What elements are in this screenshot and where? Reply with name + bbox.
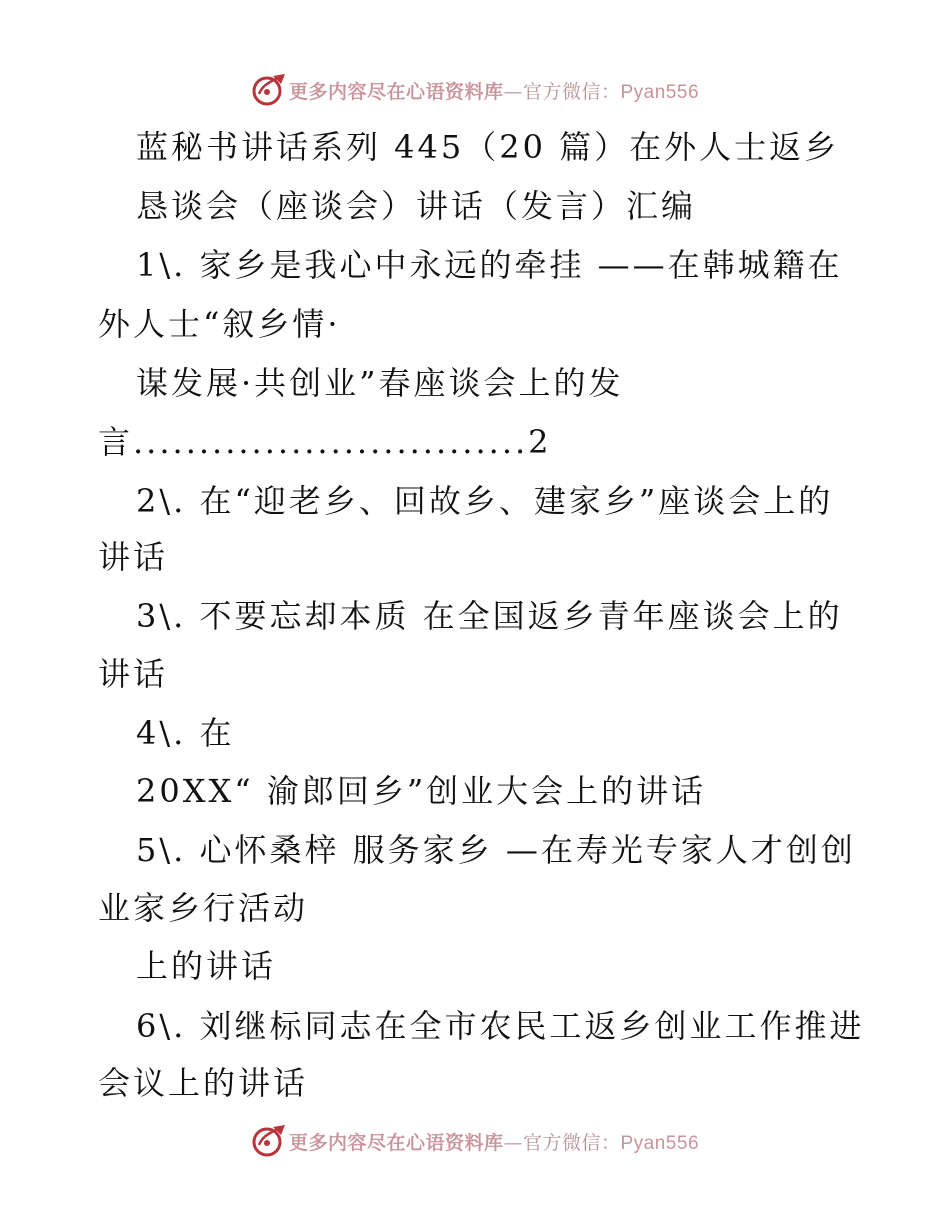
toc-item-3-line-2: 讲话 bbox=[98, 655, 169, 693]
pen-logo-icon bbox=[251, 1123, 287, 1159]
toc-item-1-line-1: 1\. 家乡是我心中永远的牵挂 ——在韩城籍在 bbox=[136, 246, 843, 284]
toc-item-1-line-2: 外人士“叙乡情· bbox=[98, 305, 341, 343]
toc-item-6-line-2: 会议上的讲话 bbox=[98, 1064, 309, 1102]
toc-item-2-line-2: 讲话 bbox=[98, 538, 169, 576]
watermark-text bbox=[289, 1128, 699, 1155]
toc-item-1-line-3: 谋发展·共创业”春座谈会上的发 bbox=[136, 364, 624, 402]
watermark-wechat-id: Pyan556 bbox=[620, 81, 700, 103]
toc-item-6-line-1: 6\. 刘继标同志在全市农民工返乡创业工作推进 bbox=[136, 1007, 865, 1045]
toc-item-4-line-1: 4\. 在 bbox=[136, 714, 235, 752]
watermark-wechat-label: 官方微信： bbox=[522, 80, 621, 103]
watermark-wechat-id: Pyan556 bbox=[620, 1132, 700, 1154]
doc-title-line-1: 蓝秘书讲话系列 445（20 篇）在外人士返乡 bbox=[136, 128, 840, 166]
toc-item-3-line-1: 3\. 不要忘却本质 在全国返乡青年座谈会上的 bbox=[136, 597, 843, 635]
toc-item-5-line-2: 业家乡行活动 bbox=[98, 889, 309, 927]
pen-logo-icon bbox=[251, 72, 287, 108]
toc-item-5-line-3: 上的讲话 bbox=[136, 947, 277, 985]
footer-watermark bbox=[0, 1121, 950, 1161]
toc-item-1-line-4: 言..............................2 bbox=[98, 423, 552, 461]
doc-title-line-2: 恳谈会（座谈会）讲话（发言）汇编 bbox=[136, 187, 697, 225]
watermark-wechat-label: 官方微信： bbox=[522, 1131, 621, 1154]
watermark-dash: — bbox=[503, 80, 523, 103]
toc-item-4-line-2: 20XX“ 渝郎回乡”创业大会上的讲话 bbox=[136, 772, 707, 810]
watermark-text bbox=[289, 77, 699, 104]
header-watermark bbox=[0, 70, 950, 110]
watermark-site: 更多内容尽在心语资料库 bbox=[288, 1131, 504, 1154]
watermark-site: 更多内容尽在心语资料库 bbox=[288, 80, 504, 103]
toc-item-2-line-1: 2\. 在“迎老乡、回故乡、建家乡”座谈会上的 bbox=[136, 482, 834, 520]
toc-item-5-line-1: 5\. 心怀桑梓 服务家乡 —在寿光专家人才创创 bbox=[136, 831, 856, 869]
watermark-dash: — bbox=[503, 1131, 523, 1154]
